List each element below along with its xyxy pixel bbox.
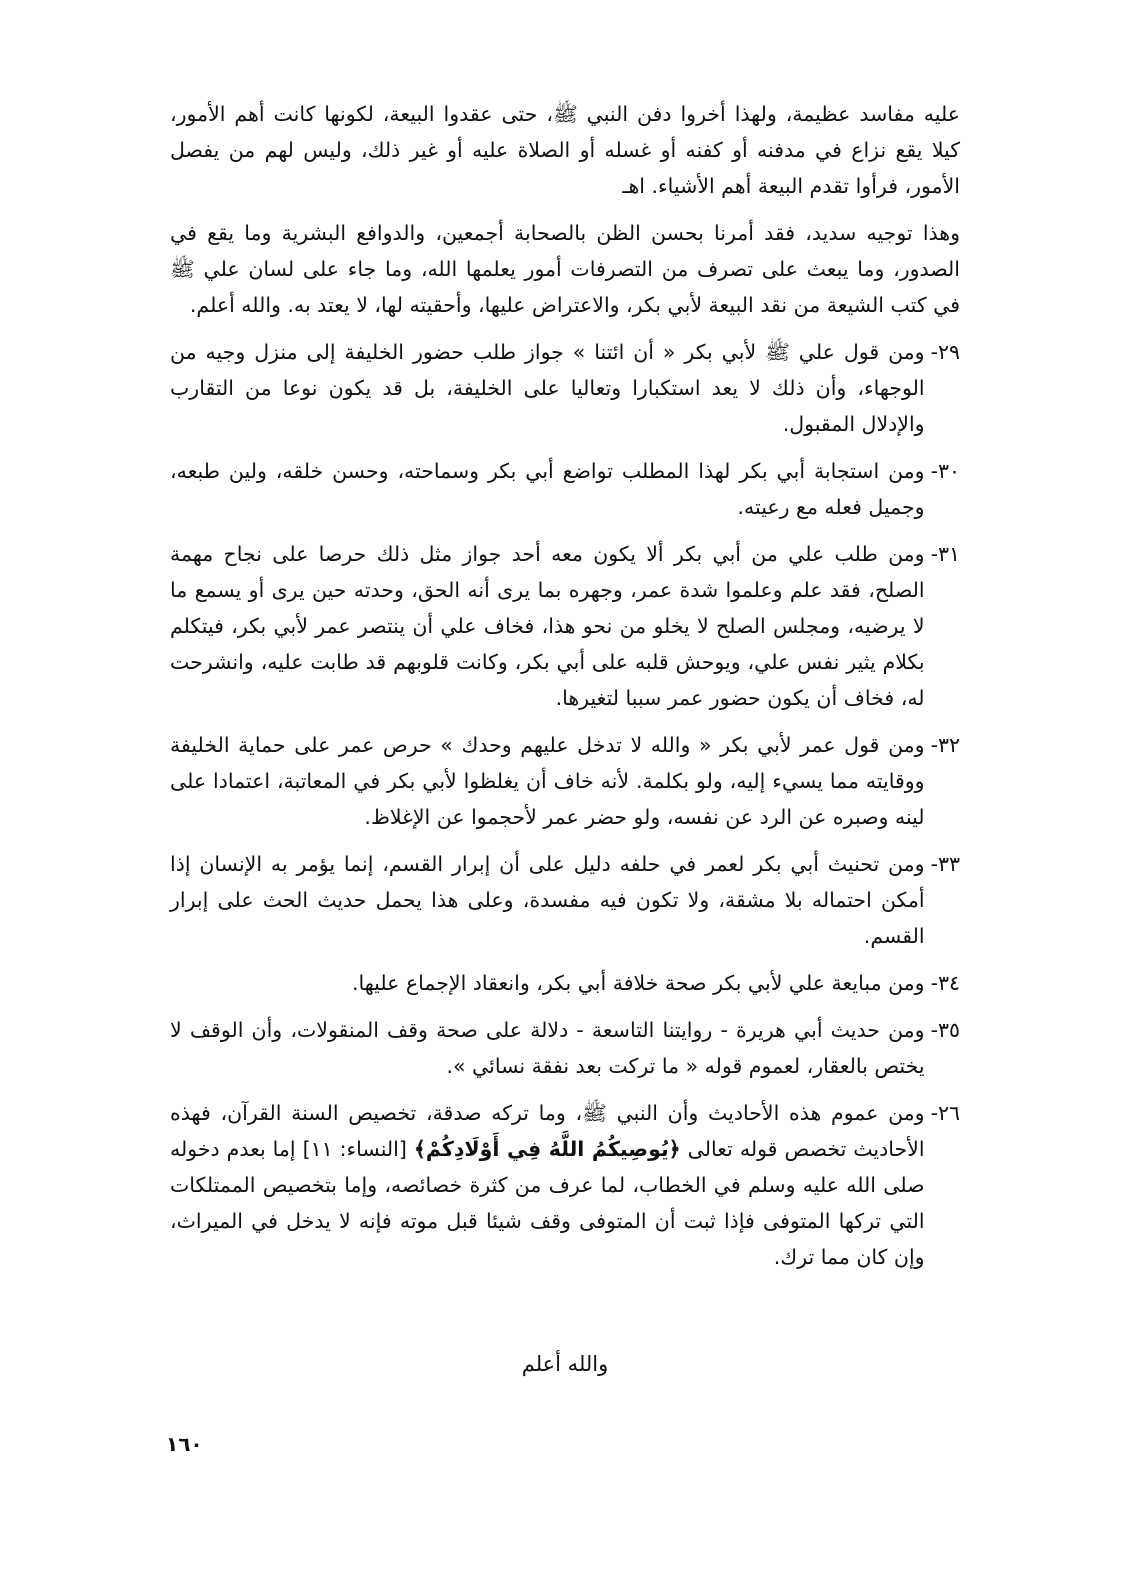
numbered-item-32 <box>170 727 960 835</box>
item-text: ومن مبايعة علي لأبي بكر صحة خلافة أبي بكر، وانعقاد الإجماع عليها. <box>351 971 925 995</box>
numbered-item-30 <box>170 453 960 525</box>
item-number: ٣٣- <box>930 852 960 876</box>
item-text: ومن استجابة أبي بكر لهذا المطلب تواضع أبي بكر وسماحته، وحسن خلقه، ولين طبعه، وجميل فعله مع رعيته. <box>170 459 925 519</box>
closing-phrase: والله أعلم <box>521 1352 609 1376</box>
item-text-after: [النساء: ١١] إما بعدم دخوله صلى الله عليه وسلم في الخطاب، لما عرف من كثرة خصائصه، وإما بتخصيص الممتلكات التي تركها المتوفى فإذا ثبت أن المتوفى وقف شيئا قبل موته فإنه لا يدخل في الميراث، وإن كان مما ترك. <box>170 1137 925 1269</box>
numbered-item-35 <box>170 1012 960 1084</box>
item-number: ٣٤- <box>930 971 960 995</box>
page-number: ١٦٠ <box>166 1432 203 1456</box>
item-text: ومن طلب علي من أبي بكر ألا يكون معه أحد جواز مثل ذلك حرصا على نجاح مهمة الصلح، فقد علم وعلموا شدة عمر، وجهره بما يرى أنه الحق، وحدته حين يرى أو يسمع ما لا يرضيه، ومجلس الصلح لا يخلو من نحو هذا، فخاف علي أن ينتصر عمر لأبي بكر، فيتكلم بكلام يثير نفس علي، ويوحش قلبه على أبي بكر، وكانت قلوبهم قد طابت عليه، وانشرحت له، فخاف أن يكون حضور عمر سببا لتغيرها. <box>170 542 925 710</box>
paragraph-commentary: وهذا توجيه سديد، فقد أمرنا بحسن الظن بالصحابة أجمعين، والدوافع البشرية وما يقع في الصدور، وما يبعث على تصرف من التصرفات أمور يعلمها الله، وما جاء على لسان علي ﷺ في كتب الشيعة من نقد البيعة لأبي بكر، والاعتراض عليها، وأحقيته لها، لا يعتد به. والله أعلم. <box>170 221 960 317</box>
item-text: ومن قول عمر لأبي بكر « والله لا تدخل عليهم وحدك » حرص عمر على حماية الخليفة ووقايته مما يسيء إليه، ولو بكلمة. لأنه خاف أن يغلظوا لأبي بكر في المعاتبة، اعتمادا على لينه وصبره عن الرد عن نفسه، ولو حضر عمر لأحجموا عن الإغلاظ. <box>170 733 925 829</box>
numbered-item-34 <box>170 965 960 1001</box>
item-number: ٢٦- <box>930 1101 960 1125</box>
numbered-item-36 <box>170 1095 960 1275</box>
item-number: ٣١- <box>930 542 960 566</box>
item-text-before: ومن عموم هذه الأحاديث وأن النبي ﷺ، وما تركه صدقة، تخصيص السنة القرآن، فهذه الأحاديث تخصص قوله تعالى <box>170 1101 925 1161</box>
item-number: ٣٢- <box>930 733 960 757</box>
numbered-item-33 <box>170 846 960 954</box>
numbered-item-31 <box>170 536 960 716</box>
item-number: ٢٩- <box>930 340 960 364</box>
item-text: ومن حديث أبي هريرة - روايتنا التاسعة - دلالة على صحة وقف المنقولات، وأن الوقف لا يختص بالعقار، لعموم قوله « ما تركت بعد نفقة نسائي ». <box>170 1018 925 1078</box>
item-number: ٣٥- <box>930 1018 960 1042</box>
page-body <box>170 96 960 1286</box>
item-text: ومن تحنيث أبي بكر لعمر في حلفه دليل على أن إبرار القسم، إنما يؤمر به الإنسان إذا أمكن احتماله بلا مشقة، ولا تكون فيه مفسدة، وعلى هذا يحمل حديث الحث على إبرار القسم. <box>170 852 925 948</box>
item-text <box>170 1095 925 1275</box>
quran-verse: ﴿يُوصِيكُمُ اللَّهُ فِي أَوْلَادِكُمْ﴾ <box>413 1137 681 1161</box>
item-text: ومن قول علي ﷺ لأبي بكر « أن ائتنا » جواز طلب حضور الخليفة إلى منزل وجيه من الوجهاء، وأن ذلك لا يعد استكبارا وتعاليا على الخليفة، بل قد يكون نوعا من التقارب والإدلال المقبول. <box>170 340 925 436</box>
paragraph-continuation: عليه مفاسد عظيمة، ولهذا أخروا دفن النبي ﷺ، حتى عقدوا البيعة، لكونها كانت أهم الأمور، كيلا يقع نزاع في مدفنه أو كفنه أو غسله أو الصلاة عليه أو غير ذلك، وليس لهم من يفصل الأمور، فرأوا تقدم البيعة أهم الأشياء. اهـ <box>170 102 960 198</box>
numbered-item-29 <box>170 334 960 442</box>
item-number: ٣٠- <box>930 459 960 483</box>
